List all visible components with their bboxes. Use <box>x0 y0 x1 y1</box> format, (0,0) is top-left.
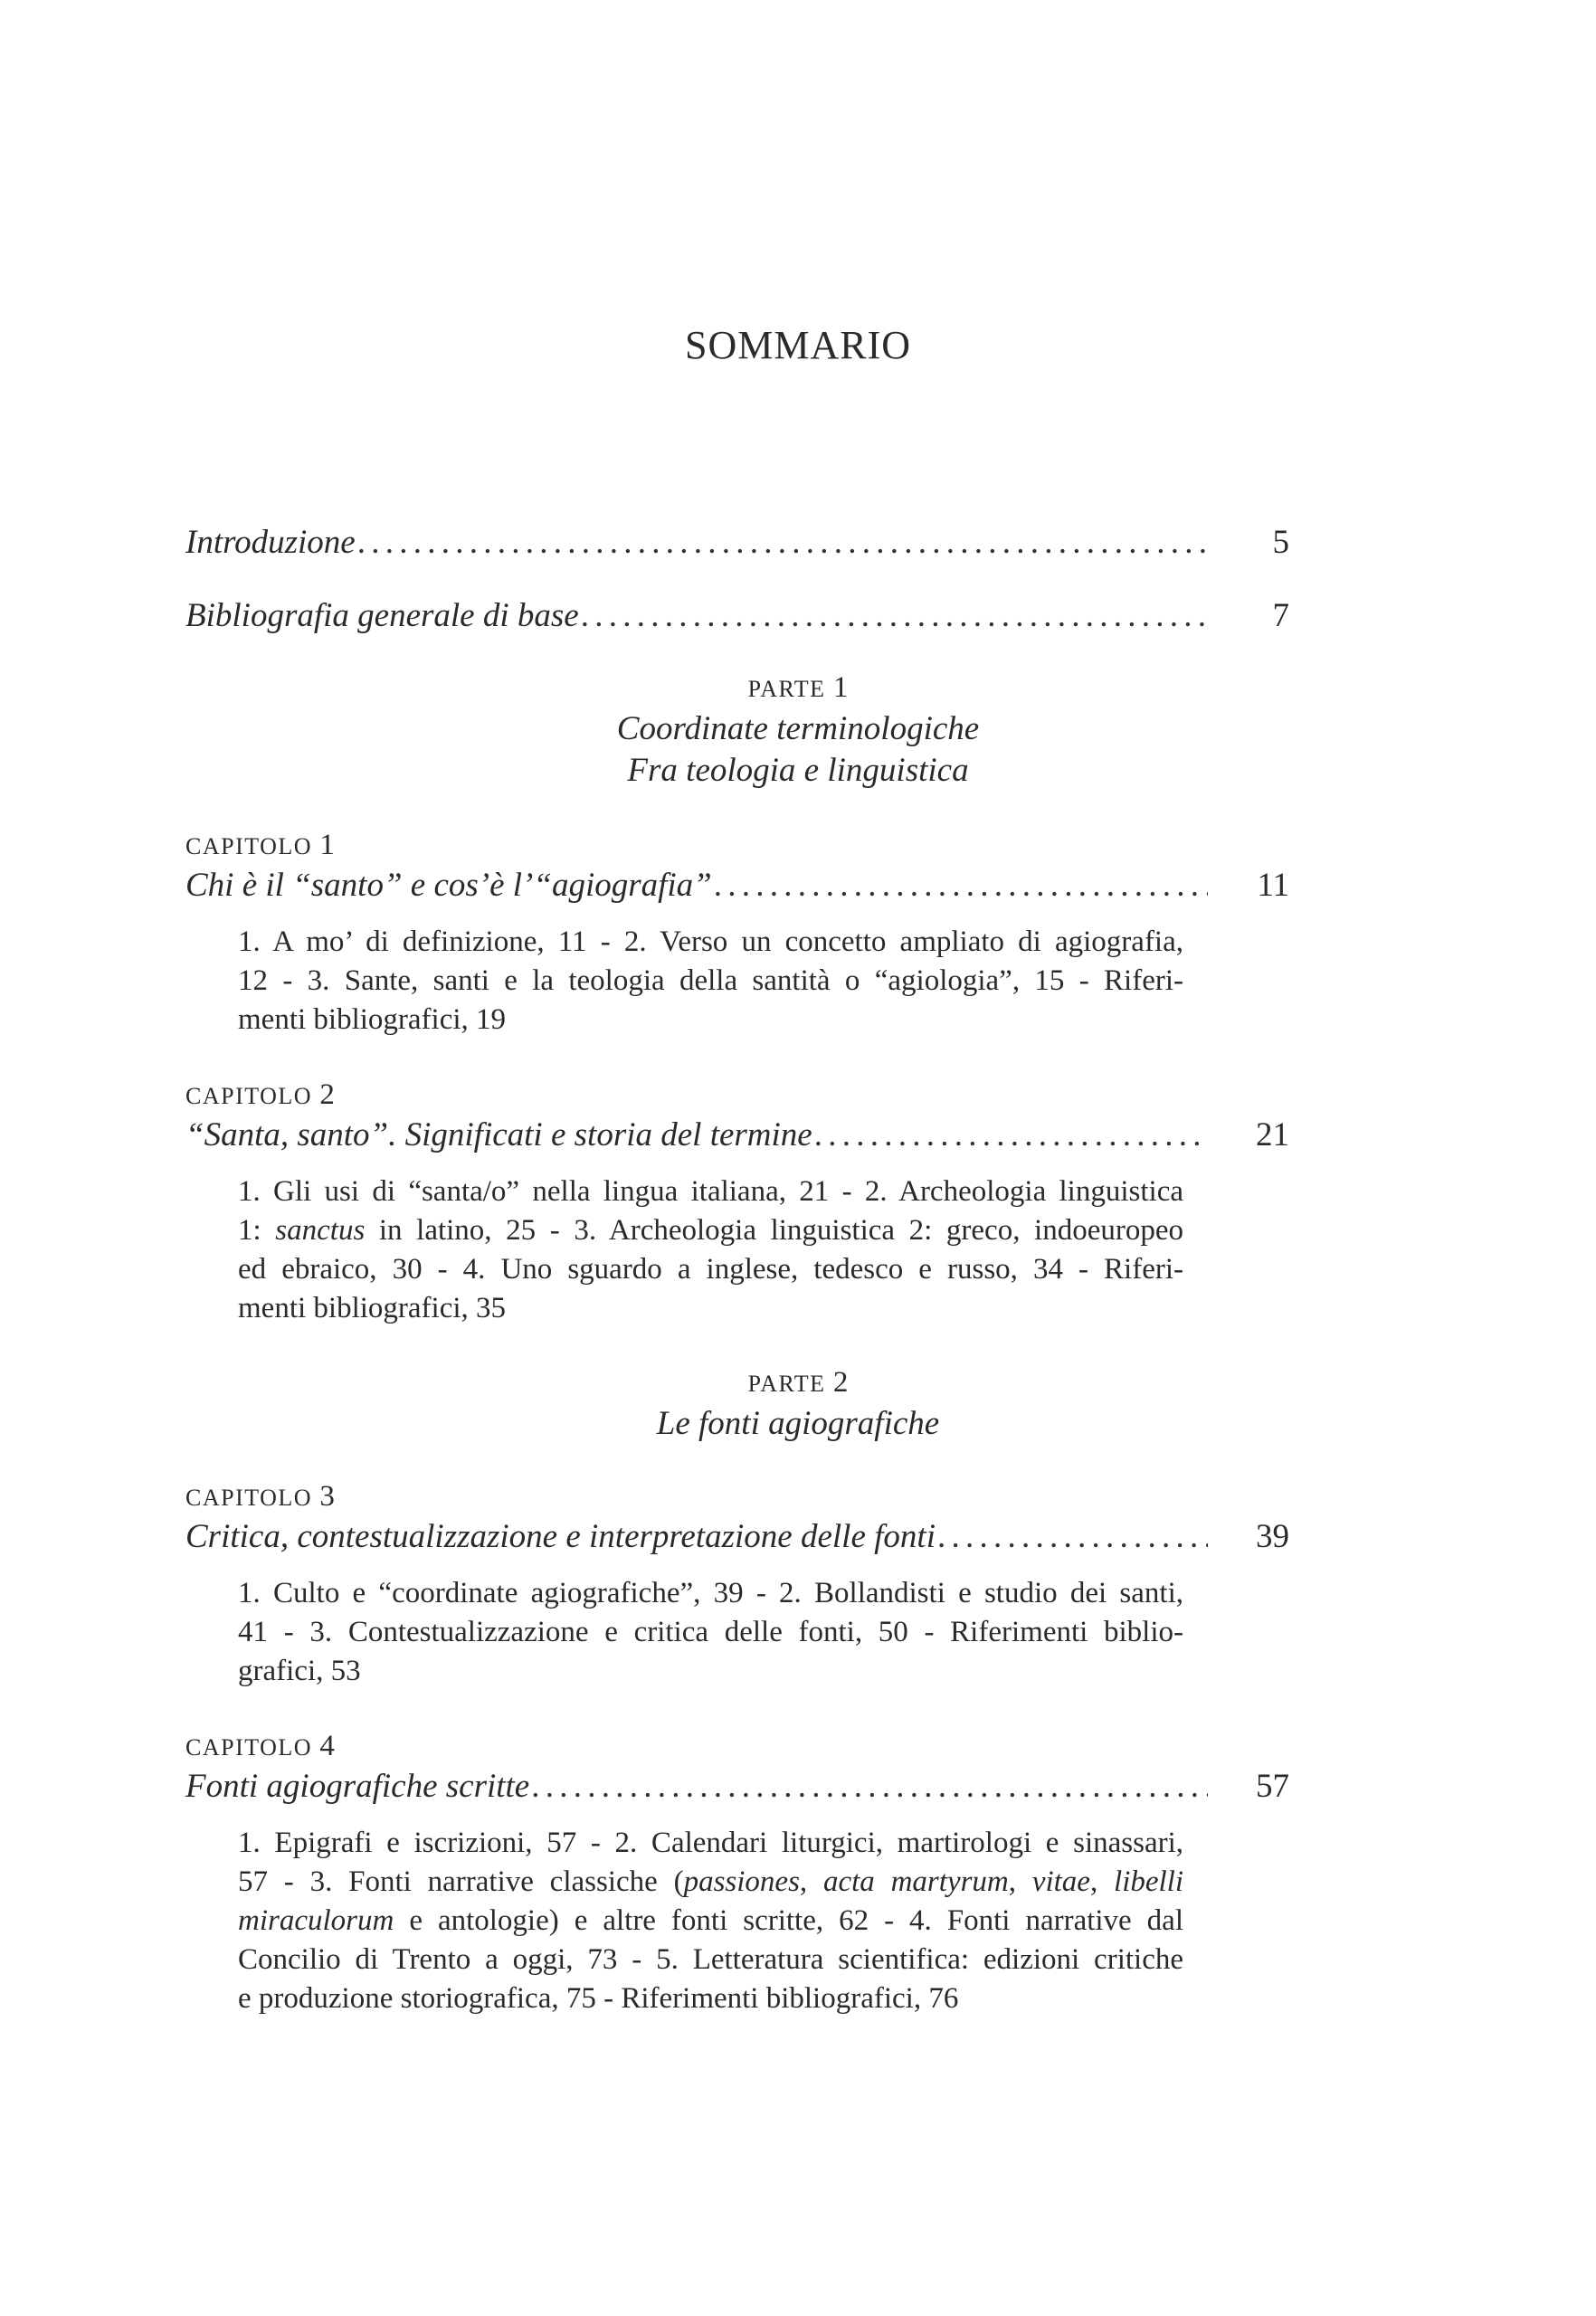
dot-leader <box>812 1111 1208 1160</box>
latin-term: vitae <box>1031 1865 1090 1898</box>
latin-term: acta martyrum <box>822 1865 1009 1898</box>
summary-line: e produzione storiografica, 75 - Riferimenti bibliografici, 76 <box>238 1982 959 2015</box>
summary-line <box>238 1902 1183 1941</box>
dot-leader <box>712 861 1208 910</box>
summary-line-prefix: 57 - 3. Fonti narrative classiche ( <box>238 1865 684 1898</box>
summary-line: 1. Epigrafi e iscrizioni, 57 - 2. Calendari liturgici, martirologi e sinassari, <box>238 1827 1183 1859</box>
part-label <box>0 1362 1596 1404</box>
chapter-summary <box>238 1824 1183 2018</box>
chapter-summary <box>238 1574 1183 1691</box>
dot-leader <box>529 1762 1208 1811</box>
toc-page-number: 39 <box>1256 1518 1289 1555</box>
toc-page-number: 5 <box>1272 524 1289 561</box>
latin-term: sanctus <box>275 1214 366 1247</box>
toc-entry-bibliografia[interactable] <box>185 592 1289 641</box>
toc-page-number: 11 <box>1257 867 1289 904</box>
summary-line: 12 - 3. Sante, santi e la teologia della santità o “agiologia”, 15 - Riferi- <box>238 964 1183 997</box>
toc-page-number: 57 <box>1256 1768 1289 1805</box>
chapter-number: 4 <box>319 1730 335 1762</box>
toc-entry-title: Bibliografia generale di base <box>185 597 579 634</box>
summary-line: ed ebraico, 30 - 4. Uno sguardo a inglese, tedesco e russo, 34 - Riferi- <box>238 1253 1183 1286</box>
toc-entry-title: “Santa, santo”. Significati e storia del termine <box>185 1116 812 1153</box>
summary-line-prefix: 1: <box>238 1214 276 1247</box>
chapter-word: CAPITOLO <box>185 1083 313 1109</box>
part-number: 1 <box>832 671 849 704</box>
toc-entry-title: Critica, contestualizzazione e interpretazione delle fonti <box>185 1518 936 1555</box>
dot-leader <box>936 1513 1208 1561</box>
summary-line-sep: , <box>1008 1865 1032 1898</box>
toc-page-number: 7 <box>1272 597 1289 634</box>
chapter-number: 2 <box>319 1078 335 1111</box>
toc-page-number: 21 <box>1256 1116 1289 1153</box>
summary-line-rest: e antologie) e altre fonti scritte, 62 - 4. Fonti narrative dal <box>394 1904 1183 1937</box>
chapter-summary <box>238 923 1183 1039</box>
latin-term: libelli <box>1114 1865 1184 1898</box>
toc-entry-chapter-4[interactable] <box>185 1762 1289 1811</box>
chapter-number: 3 <box>319 1480 335 1513</box>
page-title: SOMMARIO <box>684 323 912 367</box>
chapter-summary <box>238 1172 1183 1328</box>
summary-line-sep: , <box>1089 1865 1115 1898</box>
chapter-word: CAPITOLO <box>185 1734 313 1761</box>
summary-line <box>238 1863 1183 1902</box>
chapter-word: CAPITOLO <box>185 833 313 859</box>
toc-entry-title: Fonti agiografiche scritte <box>185 1768 530 1805</box>
part-subtitle: Fra teologia e linguistica <box>627 752 969 789</box>
toc-entry-introduzione[interactable] <box>185 518 1289 567</box>
summary-line <box>238 1211 1183 1250</box>
toc-entry-title: Introduzione <box>185 524 356 561</box>
dot-leader <box>579 592 1208 641</box>
chapter-word: CAPITOLO <box>185 1485 313 1511</box>
toc-entry-title: Chi è il “santo” e cos’è l’“agiografia” <box>185 867 712 904</box>
summary-line: 1. Gli usi di “santa/o” nella lingua italiana, 21 - 2. Archeologia linguistica <box>238 1175 1183 1208</box>
part-word: PARTE <box>747 676 826 702</box>
summary-line: menti bibliografici, 19 <box>238 1003 507 1036</box>
summary-line-rest: in latino, 25 - 3. Archeologia linguistica 2: greco, indoeuropeo <box>365 1214 1183 1247</box>
summary-line: 1. A mo’ di definizione, 11 - 2. Verso un concetto ampliato di agiografia, <box>238 925 1183 958</box>
summary-line-sep: , <box>799 1865 823 1898</box>
part-subtitle: Le fonti agiografiche <box>656 1405 940 1442</box>
summary-line: 1. Culto e “coordinate agiografiche”, 39 - 2. Bollandisti e studio dei santi, <box>238 1577 1183 1609</box>
toc-entry-chapter-3[interactable] <box>185 1513 1289 1561</box>
toc-entry-chapter-2[interactable] <box>185 1111 1289 1160</box>
chapter-number: 1 <box>319 829 335 861</box>
summary-line: grafici, 53 <box>238 1655 361 1687</box>
latin-term: miraculorum <box>238 1904 394 1937</box>
summary-line: Concilio di Trento a oggi, 73 - 5. Letteratura scientifica: edizioni critiche <box>238 1943 1183 1976</box>
latin-term: passiones <box>683 1865 800 1898</box>
part-number: 2 <box>832 1366 849 1399</box>
toc-entry-chapter-1[interactable] <box>185 861 1289 910</box>
part-subtitle: Coordinate terminologiche <box>616 710 980 747</box>
part-label <box>0 668 1596 709</box>
summary-line: 41 - 3. Contestualizzazione e critica delle fonti, 50 - Riferimenti biblio- <box>238 1616 1183 1648</box>
part-word: PARTE <box>747 1371 826 1397</box>
dot-leader <box>356 518 1208 567</box>
summary-line: menti bibliografici, 35 <box>238 1292 507 1324</box>
